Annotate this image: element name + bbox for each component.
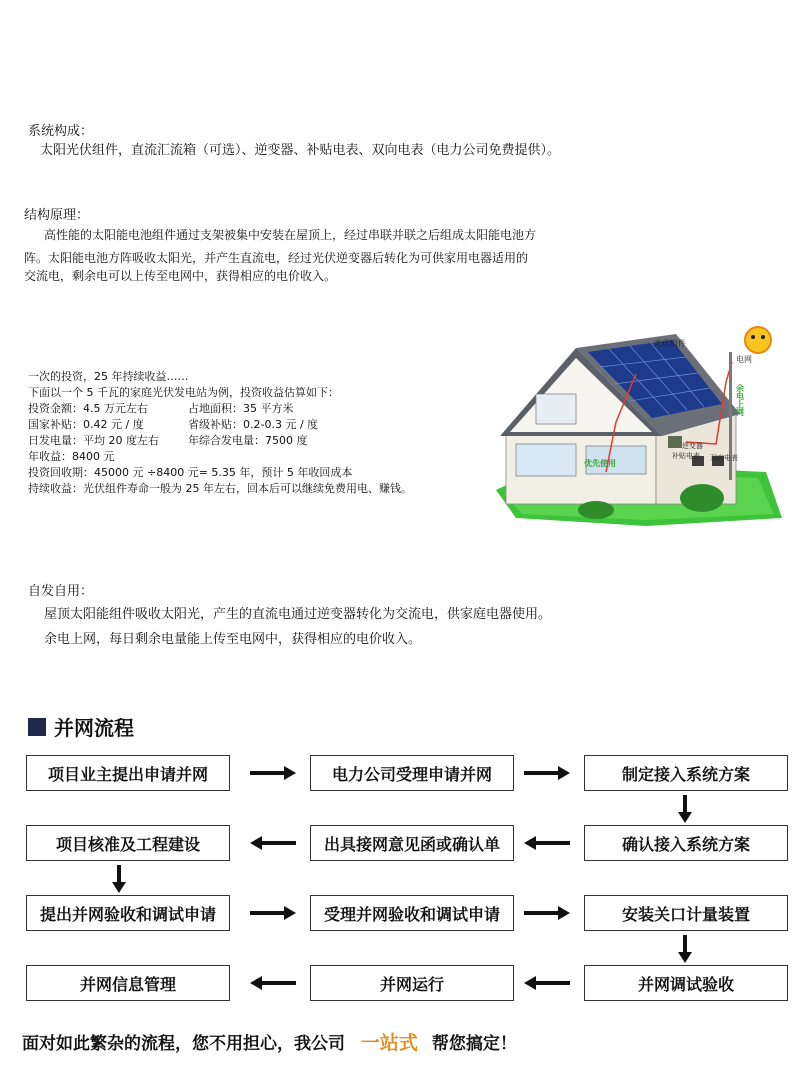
flow-title: 并网流程 [54, 716, 134, 740]
investment-annual-output: 年综合发电量：7500 度 [188, 434, 308, 447]
flow-step: 并网调试验收 [584, 965, 788, 1001]
investment-provincial-subsidy: 省级补贴：0.2-0.3 元 / 度 [188, 418, 319, 431]
label-priority: 优先使用 [584, 459, 616, 468]
investment-payback: 投资回收期：45000 元 ÷8400 元= 5.35 年，预计 5 年收回成本 [28, 466, 353, 479]
principle-line-2: 阵。太阳能电池方阵吸收太阳光，并产生直流电，经过光伏逆变器后转化为可供家用电器适用的 [24, 251, 529, 265]
investment-annual-income: 年收益：8400 元 [28, 450, 115, 463]
flow-step: 并网信息管理 [26, 965, 230, 1001]
label-sub-meter: 补贴电表 [672, 452, 700, 460]
flow-step: 项目业主提出申请并网 [26, 755, 230, 791]
arrow-down-icon [678, 795, 692, 823]
flow-step: 并网运行 [310, 965, 514, 1001]
flow-step: 提出并网验收和调试申请 [26, 895, 230, 931]
label-inverter: 逆变器 [682, 442, 703, 450]
arrow-down-icon [112, 865, 126, 893]
flow-step: 受理并网验收和调试申请 [310, 895, 514, 931]
investment-row [28, 433, 412, 449]
flow-step: 确认接入系统方案 [584, 825, 788, 861]
investment-area: 占地面积：35 平方米 [188, 402, 294, 415]
investment-row [28, 417, 412, 433]
arrow-left-icon [250, 836, 296, 850]
bush-front [578, 501, 614, 519]
footer-before: 面对如此繁杂的流程，您不用担心，我公司 [22, 1034, 345, 1054]
solar-house-illustration [496, 322, 782, 526]
interior-room [516, 444, 576, 476]
bush-right [680, 484, 724, 512]
investment-lifetime: 持续收益：光伏组件寿命一般为 25 年左右，回本后可以继续免费用电、赚钱。 [28, 482, 412, 495]
flow-step: 制定接入系统方案 [584, 755, 788, 791]
arrow-right-icon [250, 766, 296, 780]
system-title: 系统构成： [28, 124, 94, 139]
label-bi-meter: 双向电表 [710, 454, 738, 462]
inverter-device [668, 436, 682, 448]
investment-row [28, 401, 412, 417]
principle-line-3: 交流电，剩余电可以上传至电网中，获得相应的电价收入。 [24, 269, 337, 283]
investment-block [28, 369, 412, 497]
arrow-left-icon [250, 976, 296, 990]
self-use-title: 自发自用： [28, 584, 94, 599]
investment-line-1: 一次的投资，25 年持续收益…… [28, 370, 189, 383]
investment-daily-output: 日发电量：平均 20 度左右 [28, 434, 159, 447]
sun-eye-icon [751, 335, 755, 339]
arrow-left-icon [524, 836, 570, 850]
footer-highlight: 一站式 [360, 1032, 418, 1054]
heading-square-icon [28, 718, 46, 736]
flow-step: 电力公司受理申请并网 [310, 755, 514, 791]
label-grid: 电网 [736, 355, 752, 364]
flow-step: 项目核准及工程建设 [26, 825, 230, 861]
footer-after: 帮您搞定！ [431, 1034, 517, 1054]
principle-line-1: 高性能的太阳能电池组件通过支架被集中安装在屋顶上，经过串联并联之后组成太阳能电池方 [44, 228, 537, 242]
arrow-right-icon [524, 906, 570, 920]
principle-title: 结构原理： [24, 208, 90, 223]
arrow-left-icon [524, 976, 570, 990]
upper-window [536, 394, 576, 424]
label-pv: 光伏组件 [654, 339, 686, 348]
sun-eye-icon [761, 335, 765, 339]
self-use-line-1: 屋顶太阳能组件吸收太阳光，产生的直流电通过逆变器转化为交流电，供家庭电器使用。 [44, 607, 552, 622]
arrow-down-icon [678, 935, 692, 963]
flow-step: 出具接网意见函或确认单 [310, 825, 514, 861]
investment-amount: 投资金额：4.5 万元左右 [28, 402, 148, 415]
flow-step: 安装关口计量装置 [584, 895, 788, 931]
investment-national-subsidy: 国家补贴：0.42 元 / 度 [28, 418, 144, 431]
self-use-line-2: 余电上网，每日剩余电量能上传至电网中，获得相应的电价收入。 [44, 632, 422, 647]
flow-heading [28, 712, 134, 741]
arrow-right-icon [250, 906, 296, 920]
sun-icon [745, 327, 771, 353]
footer-slogan [22, 1028, 517, 1055]
label-surplus: 余电上网 [735, 384, 745, 416]
arrow-right-icon [524, 766, 570, 780]
system-text: 太阳光伏组件，直流汇流箱（可选）、逆变器、补贴电表、双向电表（电力公司免费提供）。 [40, 143, 561, 158]
investment-line-2: 下面以一个 5 千瓦的家庭光伏发电站为例，投资收益估算如下： [28, 386, 339, 399]
